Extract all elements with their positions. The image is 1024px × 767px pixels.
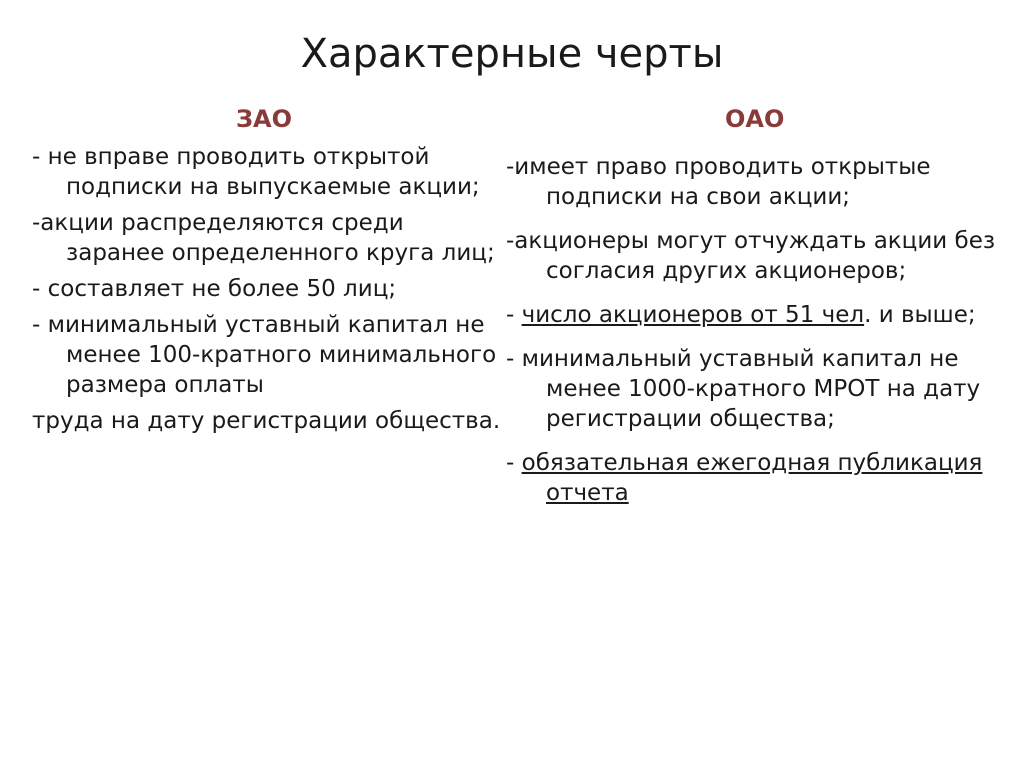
right-item-5-underlined: обязательная ежегодная публикация отчета <box>521 450 983 506</box>
right-column-heading: ОАО <box>725 105 785 133</box>
right-item-3-prefix: - <box>506 302 522 328</box>
right-item-3 <box>506 300 1006 330</box>
right-column <box>506 152 1006 522</box>
right-item-2: -акционеры могут отчуждать акции без согласия других акционеров; <box>506 228 996 284</box>
left-item-3: - составляет не более 50 лиц; <box>32 276 397 302</box>
left-item-1: - не вправе проводить открытой подписки на выпускаемые акции; <box>32 144 480 200</box>
right-item-1: -имеет право проводить открытые подписки на свои акции; <box>506 154 931 210</box>
right-item-3-underlined: число акционеров от 51 чел <box>521 302 865 328</box>
right-item-4: - минимальный уставный капитал не менее 1000-кратного МРОТ на дату регистрации общества; <box>506 346 981 432</box>
left-column <box>32 142 502 442</box>
right-item-5 <box>506 448 1006 508</box>
left-item-4: - минимальный уставный капитал не менее 100-кратного минимального размера оплаты <box>32 312 497 398</box>
right-item-3-suffix: . и выше; <box>864 302 976 328</box>
right-item-5-prefix: - <box>506 450 522 476</box>
left-column-heading: ЗАО <box>236 105 293 133</box>
left-item-2: -акции распределяются среди заранее определенного круга лиц; <box>32 210 495 266</box>
left-item-5: труда на дату регистрации общества. <box>32 408 501 434</box>
slide-title: Характерные черты <box>300 31 724 77</box>
